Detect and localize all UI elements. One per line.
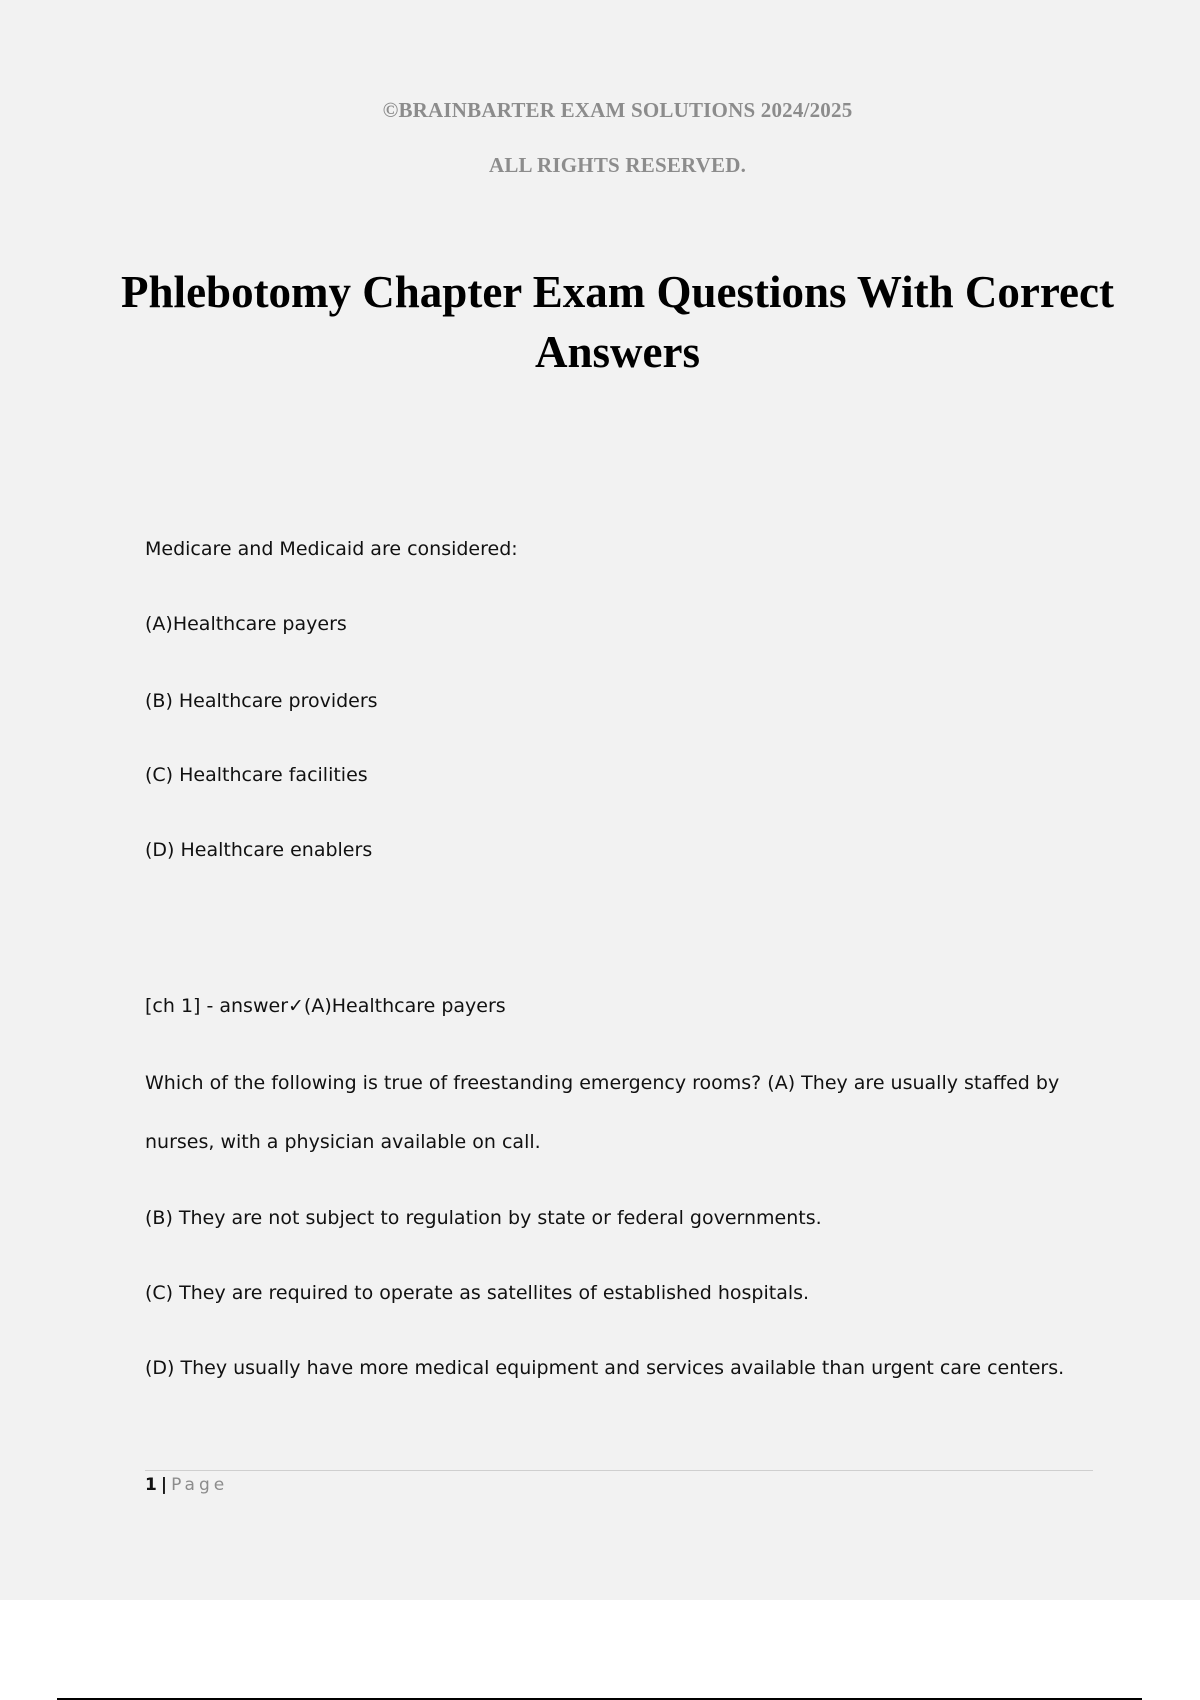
question-1-option-a: (A)Healthcare payers (145, 613, 347, 635)
question-1-prompt: Medicare and Medicaid are considered: (145, 538, 518, 560)
question-1-option-c: (C) Healthcare facilities (145, 764, 368, 786)
document-title: Phlebotomy Chapter Exam Questions With Correct Answers (121, 267, 1114, 377)
copyright-header: ©BRAINBARTER EXAM SOLUTIONS 2024/2025 (382, 98, 853, 122)
page-footer (145, 1475, 228, 1495)
page-label: Page (171, 1475, 229, 1495)
question-1-option-d: (D) Healthcare enablers (145, 839, 373, 861)
page-number: 1 (145, 1475, 157, 1495)
question-2-option-d: (D) They usually have more medical equipment and services available than urgent care centers. (145, 1357, 1065, 1379)
question-2-option-b: (B) They are not subject to regulation by state or federal governments. (145, 1207, 822, 1229)
footer-separator: | (160, 1475, 168, 1495)
footer-divider (145, 1470, 1093, 1471)
rights-header: ALL RIGHTS RESERVED. (488, 153, 747, 177)
question-1-answer: [ch 1] - answer✓(A)Healthcare payers (145, 995, 506, 1017)
question-2-option-c: (C) They are required to operate as satellites of established hospitals. (145, 1282, 810, 1304)
question-2-prompt: Which of the following is true of freestanding emergency rooms? (A) They are usually staffed by nurses, with a physician available on call. (145, 1072, 1060, 1153)
question-1-option-b: (B) Healthcare providers (145, 690, 378, 712)
